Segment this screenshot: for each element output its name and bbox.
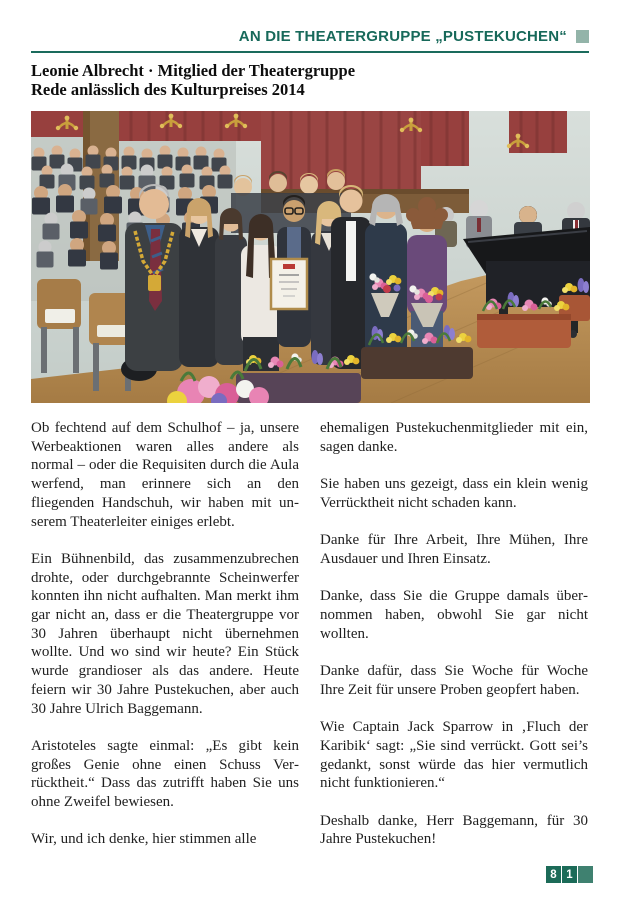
- page-number-digit: 8: [546, 866, 561, 883]
- article-title-line1: Leonie Albrecht · Mitglied der Theatergruppe: [31, 61, 356, 80]
- section-kicker: AN DIE THEATERGRUPPE „PUSTEKUCHEN“: [238, 27, 567, 45]
- body-paragraph: Ob fechtend auf dem Schulhof – ja, unsere Werbeaktionen waren alles andere als normal – oder die Requisiten durch die Aula werfend, man erinnere sich an den fliegenden Handschuh, wir haben mit unserem Theaterleiter einiges erlebt.: [31, 420, 299, 530]
- body-column-right: [320, 419, 588, 849]
- award-ceremony-photo: [31, 111, 590, 403]
- body-paragraph: Ein Bühnenbild, das zusammenzubrechen drohte, oder durchgebrannte Scheinwerfer konnten ihn nicht aufhalten. Man merkt ihm gar nicht an, dass er die Theatergruppe vor 30 Jahren überhaupt nicht übernehmen wollte. Und wo sind wir heute? Ein Stück wurde grandioser als das andere. Heute feiern wir 30 Jahre Pustekuchen, aber auch 30 Jahre Ulrich Baggemann.: [31, 550, 299, 717]
- page-number-marker: [546, 866, 593, 883]
- body-column-left: [31, 419, 299, 849]
- body-paragraph: Wir, und ich denke, hier stimmen alle: [31, 831, 257, 848]
- award-certificate: [271, 259, 307, 309]
- header-rule: [31, 51, 589, 53]
- body-paragraph: ehemaligen Pustekuchenmitglieder mit ein, sagen danke.: [320, 420, 588, 455]
- page-number-digit: 1: [562, 866, 577, 883]
- kicker-square-decoration: [576, 30, 589, 43]
- body-paragraph: Sie haben uns gezeigt, dass ein klein wenig Verrücktheit nicht schaden kann.: [320, 476, 588, 511]
- body-paragraph: Danke dafür, dass Sie Woche für Woche Ihre Zeit für unsere Proben geopfert haben.: [320, 663, 588, 698]
- article-body: [31, 419, 589, 849]
- page-marker-tab: [578, 866, 593, 883]
- article-title-line2: Rede anlässlich des Kulturpreises 2014: [31, 80, 305, 99]
- body-paragraph: Deshalb danke, Herr Baggemann, für 30 Jahre Pustekuchen!: [320, 812, 588, 848]
- body-paragraph: Danke für Ihre Arbeit, Ihre Mühen, Ihre Ausdauer und Ihren Einsatz.: [320, 532, 588, 567]
- article-title: [31, 61, 589, 99]
- body-paragraph: Aristoteles sagte einmal: „Es gibt kein großes Genie ohne einen Schuss Verrücktheit.“ Dass das zutrifft haben Sie uns ohne Zweifel bewiesen.: [31, 737, 299, 811]
- body-paragraph: Danke, dass Sie die Gruppe damals übernommen haben, obwohl Sie gar nicht wollten.: [320, 588, 588, 642]
- award-ceremony-photo-illustration: [31, 111, 590, 403]
- body-paragraph: Wie Captain Jack Sparrow in ‚Fluch der Karibik‘ sagt: „Sie sind verrückt. Gott sei’s gedankt, sonst würde das hier vermutlich nicht funktionieren.“: [320, 719, 588, 792]
- page-header: [31, 27, 589, 45]
